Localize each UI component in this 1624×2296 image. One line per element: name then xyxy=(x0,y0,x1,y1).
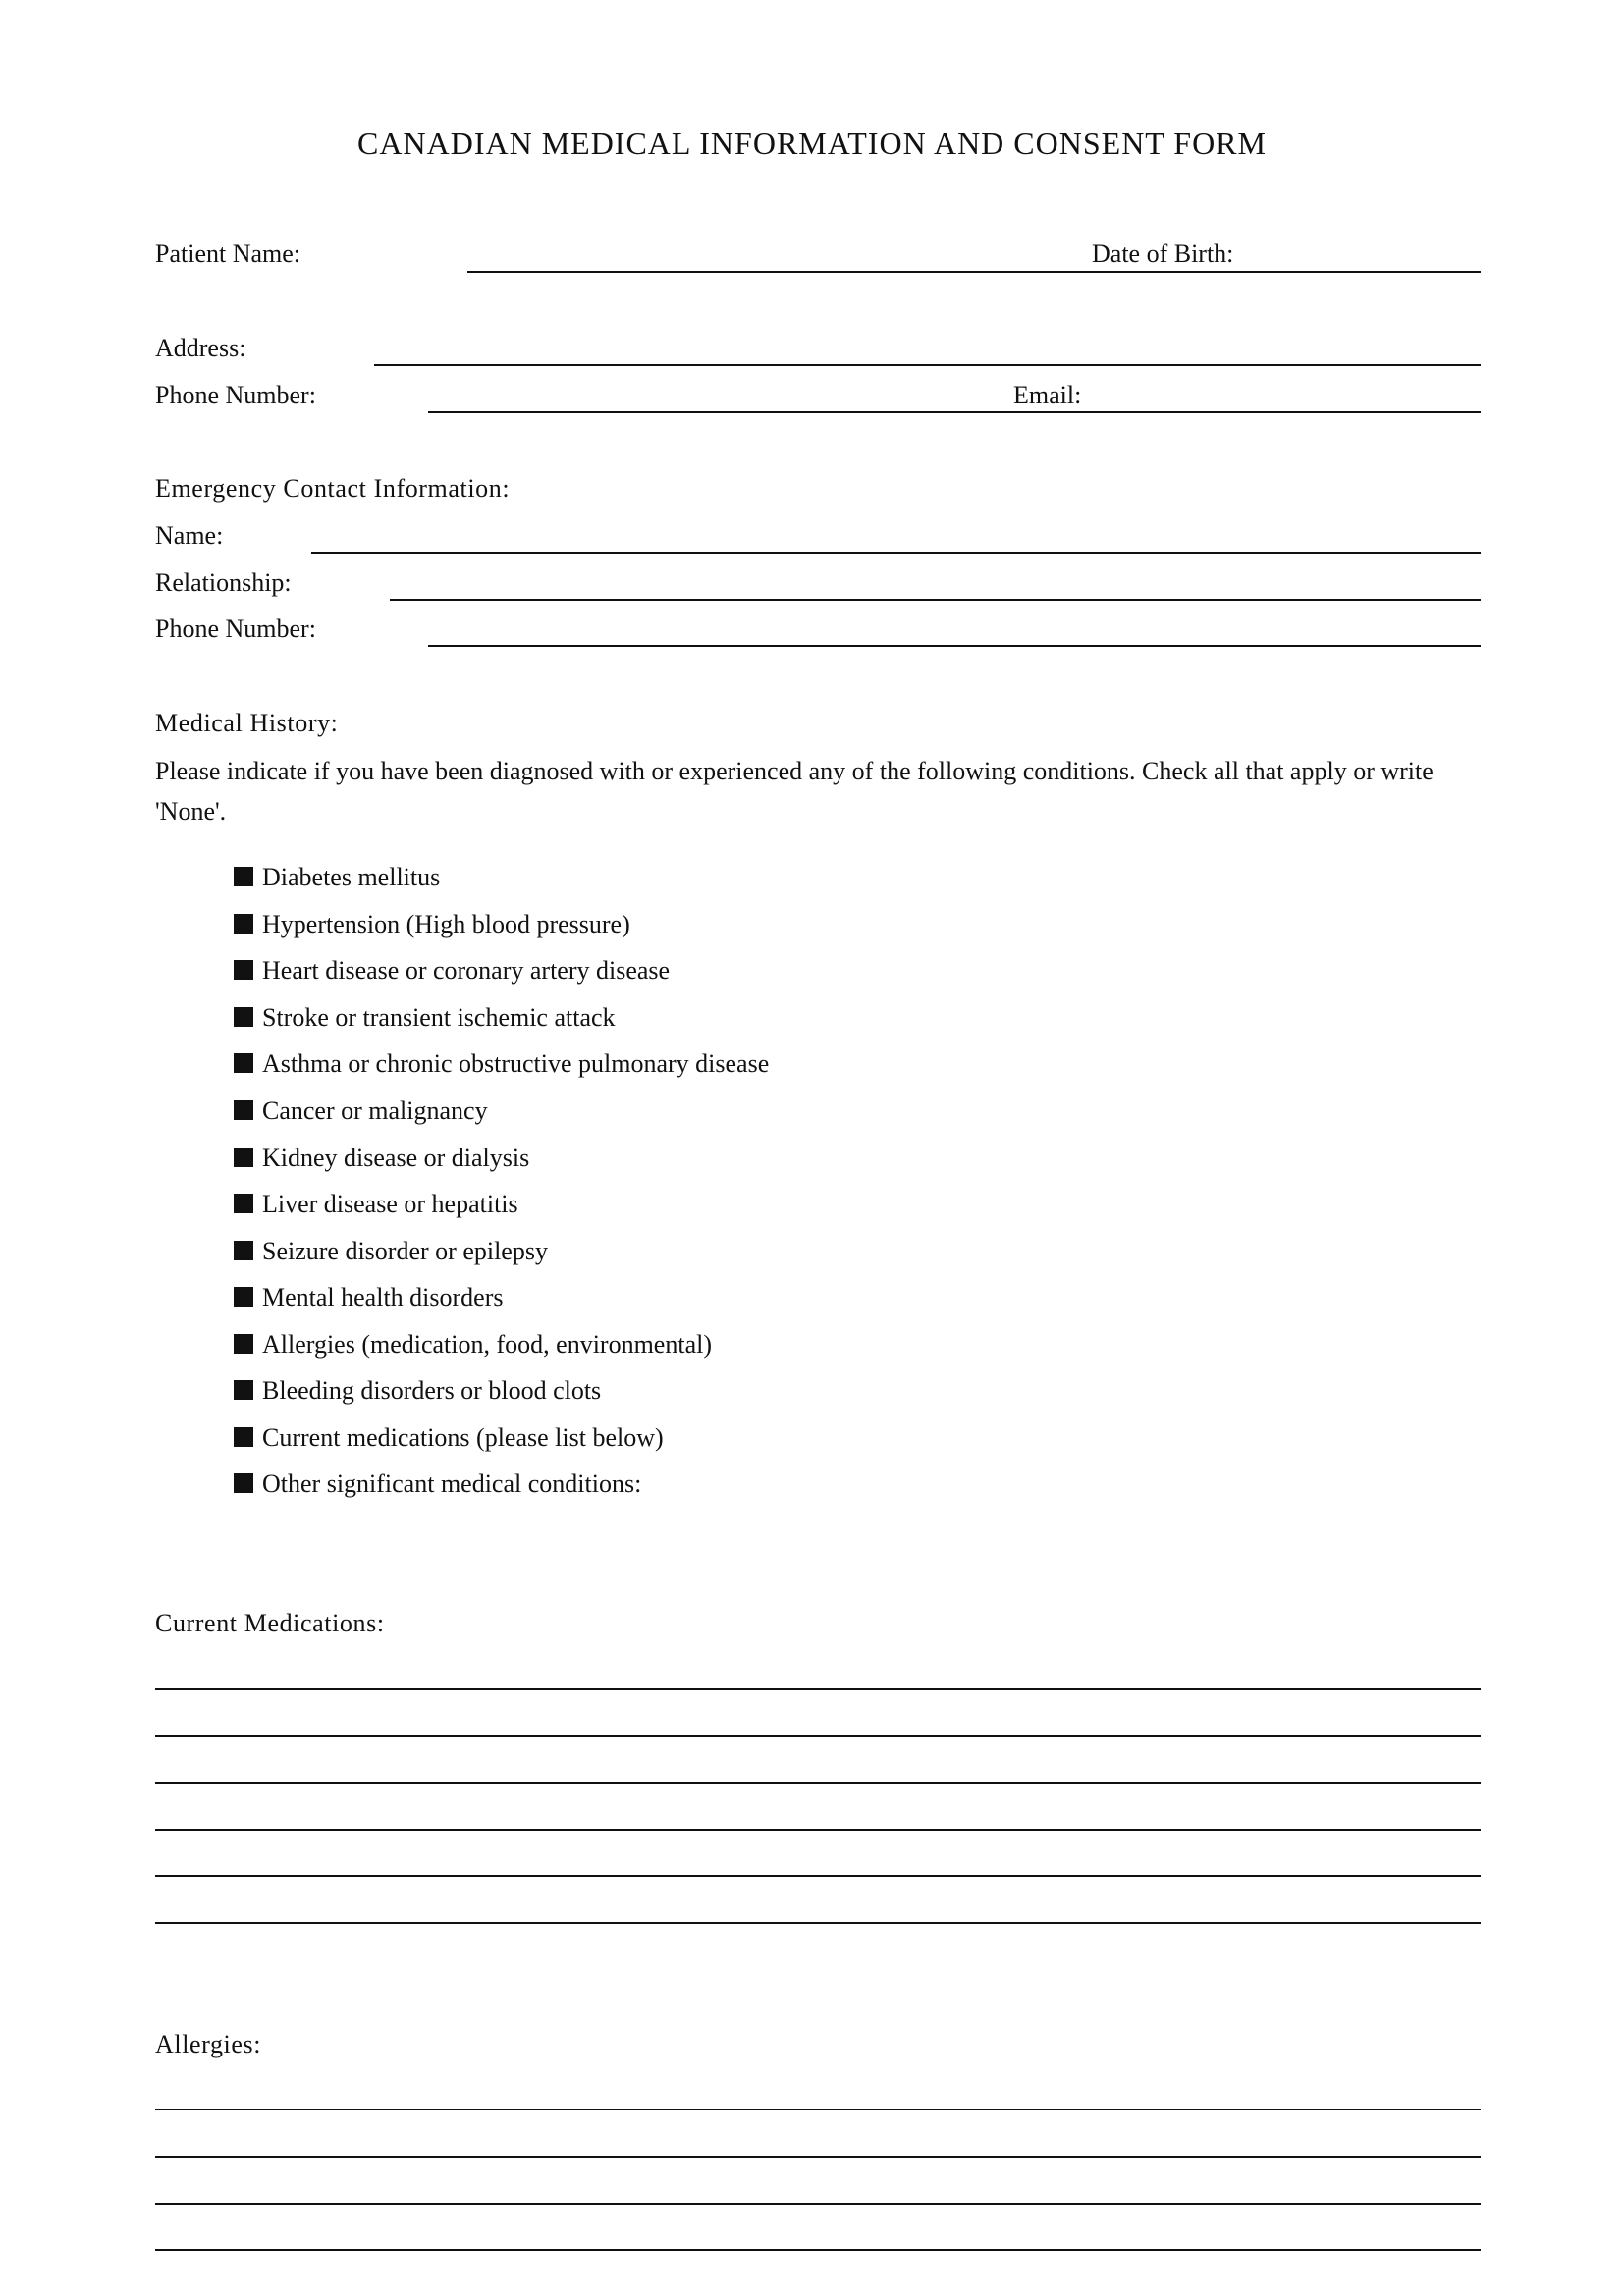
patient-name-field[interactable] xyxy=(467,271,1481,273)
condition-item[interactable]: Seizure disorder or epilepsy xyxy=(234,1236,548,1267)
checkbox-square-icon[interactable] xyxy=(234,1334,253,1354)
checkbox-square-icon[interactable] xyxy=(234,1380,253,1400)
checkbox-square-icon[interactable] xyxy=(234,1194,253,1213)
checkbox-square-icon[interactable] xyxy=(234,1473,253,1493)
condition-item[interactable]: Other significant medical conditions: xyxy=(234,1468,641,1500)
form-title: CANADIAN MEDICAL INFORMATION AND CONSENT FORM xyxy=(357,126,1267,161)
patient-name-label: Patient Name: xyxy=(155,240,301,268)
checkbox-square-icon[interactable] xyxy=(234,1241,253,1260)
relationship-label: Relationship: xyxy=(155,568,292,597)
checkbox-square-icon[interactable] xyxy=(234,1100,253,1120)
checkbox-square-icon[interactable] xyxy=(234,867,253,886)
checkbox-square-icon[interactable] xyxy=(234,1053,253,1073)
emergency-name-field[interactable] xyxy=(311,552,1481,554)
emergency-name-label: Name: xyxy=(155,521,224,550)
medical-history-heading: Medical History: xyxy=(155,709,339,737)
condition-item[interactable]: Kidney disease or dialysis xyxy=(234,1143,529,1174)
condition-item[interactable]: Diabetes mellitus xyxy=(234,862,440,893)
medications-line[interactable] xyxy=(155,1829,1481,1831)
current-medications-heading: Current Medications: xyxy=(155,1609,385,1637)
condition-item[interactable]: Allergies (medication, food, environmental) xyxy=(234,1329,712,1361)
address-label: Address: xyxy=(155,334,246,362)
checkbox-square-icon[interactable] xyxy=(234,1427,253,1447)
allergies-line[interactable] xyxy=(155,2156,1481,2158)
condition-item[interactable]: Hypertension (High blood pressure) xyxy=(234,909,630,940)
phone-number-label: Phone Number: xyxy=(155,381,316,409)
checkbox-square-icon[interactable] xyxy=(234,1007,253,1027)
phone-number-field[interactable] xyxy=(428,411,1481,413)
condition-item[interactable]: Mental health disorders xyxy=(234,1282,504,1313)
medications-line[interactable] xyxy=(155,1875,1481,1877)
medications-line[interactable] xyxy=(155,1782,1481,1784)
condition-item[interactable]: Cancer or malignancy xyxy=(234,1095,488,1127)
emergency-phone-field[interactable] xyxy=(428,645,1481,647)
checkbox-square-icon[interactable] xyxy=(234,914,253,934)
medications-line[interactable] xyxy=(155,1735,1481,1737)
emergency-contact-heading: Emergency Contact Information: xyxy=(155,474,511,503)
condition-item[interactable]: Bleeding disorders or blood clots xyxy=(234,1375,601,1407)
allergies-line[interactable] xyxy=(155,2109,1481,2110)
condition-item[interactable]: Liver disease or hepatitis xyxy=(234,1189,518,1220)
condition-item[interactable]: Heart disease or coronary artery disease xyxy=(234,955,670,987)
checkbox-square-icon[interactable] xyxy=(234,1148,253,1167)
condition-item[interactable]: Current medications (please list below) xyxy=(234,1422,664,1454)
allergies-line[interactable] xyxy=(155,2203,1481,2205)
checkbox-square-icon[interactable] xyxy=(234,1287,253,1307)
medications-line[interactable] xyxy=(155,1922,1481,1924)
date-of-birth-label: Date of Birth: xyxy=(1092,240,1234,268)
allergies-line[interactable] xyxy=(155,2249,1481,2251)
checkbox-square-icon[interactable] xyxy=(234,960,253,980)
email-label: Email: xyxy=(1013,381,1082,409)
condition-item[interactable]: Stroke or transient ischemic attack xyxy=(234,1002,616,1034)
emergency-phone-label: Phone Number: xyxy=(155,614,316,643)
condition-item[interactable]: Asthma or chronic obstructive pulmonary disease xyxy=(234,1048,769,1080)
allergies-heading: Allergies: xyxy=(155,2030,262,2058)
relationship-field[interactable] xyxy=(390,599,1481,601)
address-field[interactable] xyxy=(374,364,1481,366)
medications-line[interactable] xyxy=(155,1688,1481,1690)
medical-history-instructions: Please indicate if you have been diagnosed with or experienced any of the following conditions. Check all that apply or write 'None'. xyxy=(155,757,1434,826)
